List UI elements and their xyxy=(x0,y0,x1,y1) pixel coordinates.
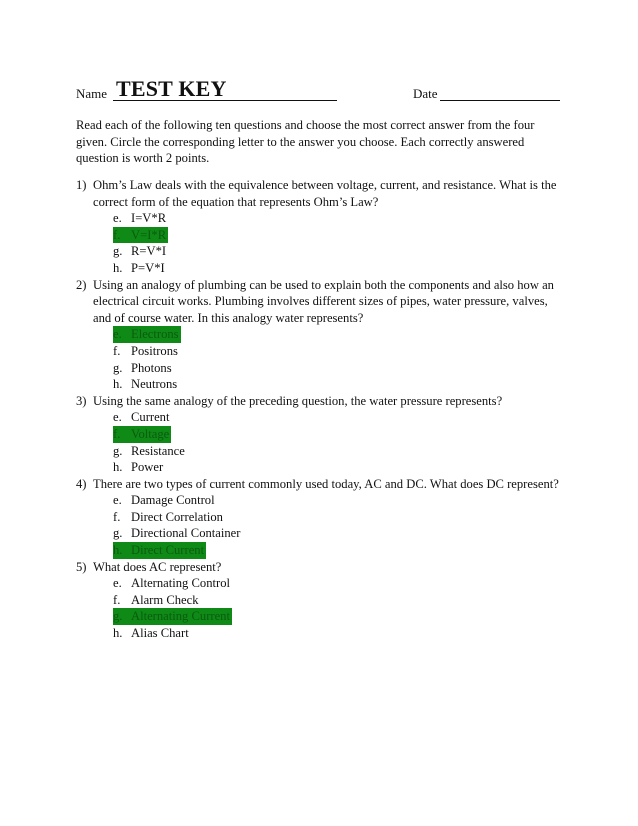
question-4 xyxy=(76,476,566,559)
answer-letter: f. xyxy=(113,343,121,358)
answer-option[interactable] xyxy=(76,625,566,642)
question-text-line: There are two types of current commonly used today, AC and DC. What does DC represent? xyxy=(93,476,559,491)
answer-letter: f. xyxy=(113,227,121,242)
answer-letter: e. xyxy=(113,493,122,508)
question-1 xyxy=(76,177,566,277)
answer-letter: h. xyxy=(113,260,123,275)
answer-letter: h. xyxy=(113,460,123,475)
instructions-line: question is worth 2 points. xyxy=(76,151,210,166)
correct-answer-highlight xyxy=(113,608,232,625)
answer-option[interactable] xyxy=(76,343,566,360)
answer-option-content xyxy=(113,525,240,542)
answer-text: V=I*R xyxy=(131,227,167,242)
answer-text: Photons xyxy=(131,360,172,375)
answer-text: Alternating Control xyxy=(131,576,230,591)
answer-letter: g. xyxy=(113,244,123,259)
answer-letter: h. xyxy=(113,626,123,641)
answer-option-content xyxy=(113,243,166,260)
answer-option-content xyxy=(113,360,172,377)
answer-text: Voltage xyxy=(131,426,170,441)
answer-option[interactable] xyxy=(76,210,566,227)
question-text-line: correct form of the equation that represents Ohm’s Law? xyxy=(93,194,379,209)
correct-answer-highlight xyxy=(113,426,171,443)
answer-option-content xyxy=(113,459,163,476)
correct-answer-highlight xyxy=(113,227,168,244)
instructions-line: Read each of the following ten questions and choose the most correct answer from the four xyxy=(76,118,535,132)
answer-option[interactable] xyxy=(76,542,566,559)
answer-option-content xyxy=(113,492,215,509)
answer-option[interactable] xyxy=(76,608,566,625)
instructions xyxy=(76,117,556,167)
question-text-line: What does AC represent? xyxy=(93,559,222,574)
question-2 xyxy=(76,277,566,393)
answer-text: Electrons xyxy=(131,327,179,342)
correct-answer-highlight xyxy=(113,326,181,343)
answer-letter: f. xyxy=(113,592,121,607)
answer-option-content xyxy=(113,443,185,460)
answer-text: Alias Chart xyxy=(131,626,189,641)
answer-text: Power xyxy=(131,460,164,475)
answer-text: Resistance xyxy=(131,443,185,458)
answer-text: Directional Container xyxy=(131,526,241,541)
answer-option[interactable] xyxy=(76,260,566,277)
answer-option[interactable] xyxy=(76,592,566,609)
answer-option[interactable] xyxy=(76,492,566,509)
answer-option[interactable] xyxy=(76,360,566,377)
question-list xyxy=(76,177,566,642)
answer-option[interactable] xyxy=(76,575,566,592)
answer-letter: e. xyxy=(113,327,122,342)
answer-option[interactable] xyxy=(76,509,566,526)
answer-text: R=V*I xyxy=(131,244,167,259)
question-number: 5) xyxy=(76,559,87,574)
name-label: Name xyxy=(76,86,108,101)
question-number: 4) xyxy=(76,476,87,491)
answer-text: Current xyxy=(131,410,170,425)
answer-option-content xyxy=(113,625,189,642)
answer-option[interactable] xyxy=(76,443,566,460)
answer-option-content xyxy=(113,509,223,526)
answer-option[interactable] xyxy=(76,426,566,443)
answer-option[interactable] xyxy=(76,243,566,260)
answer-option-content xyxy=(113,260,165,277)
answer-text: Direct Correlation xyxy=(131,509,223,524)
answer-letter: g. xyxy=(113,443,123,458)
answer-option[interactable] xyxy=(76,409,566,426)
answer-option[interactable] xyxy=(76,525,566,542)
question-number: 1) xyxy=(76,178,87,192)
question-text-line: Using the same analogy of the preceding question, the water pressure represents? xyxy=(93,393,503,408)
name-date-header xyxy=(76,78,566,102)
question-text-line: Ohm’s Law deals with the equivalence between voltage, current, and resistance. What is the xyxy=(93,178,557,192)
question-number: 3) xyxy=(76,393,87,408)
answer-option-content xyxy=(113,343,178,360)
answer-text: Direct Current xyxy=(131,543,205,558)
answer-text: Positrons xyxy=(131,343,178,358)
answer-letter: f. xyxy=(113,426,121,441)
answer-text: P=V*I xyxy=(131,260,165,275)
question-3 xyxy=(76,393,566,476)
answer-letter: g. xyxy=(113,360,123,375)
answer-option-content xyxy=(113,409,169,426)
correct-answer-highlight xyxy=(113,542,206,559)
answer-option-content xyxy=(113,376,177,393)
answer-option-content xyxy=(113,575,230,592)
answer-letter: e. xyxy=(113,410,122,425)
answer-text: Neutrons xyxy=(131,377,178,392)
answer-text: Alternating Current xyxy=(131,609,230,624)
name-value: TEST KEY xyxy=(116,76,227,101)
answer-letter: f. xyxy=(113,509,121,524)
name-field xyxy=(113,78,337,101)
answer-letter: g. xyxy=(113,609,123,624)
answer-option[interactable] xyxy=(76,227,566,244)
answer-letter: h. xyxy=(113,543,123,558)
answer-option[interactable] xyxy=(76,376,566,393)
question-text-line: and of course water. In this analogy water represents? xyxy=(93,310,364,325)
question-5 xyxy=(76,559,566,642)
instructions-line: given. Circle the corresponding letter to the answer you choose. Each correctly answered xyxy=(76,134,525,149)
answer-option-content xyxy=(113,592,199,609)
question-number: 2) xyxy=(76,277,87,292)
question-text-line: Using an analogy of plumbing can be used to explain both the components and also how an xyxy=(93,277,554,292)
answer-letter: e. xyxy=(113,211,122,226)
answer-text: I=V*R xyxy=(131,211,167,226)
answer-option[interactable] xyxy=(76,459,566,476)
date-field xyxy=(440,86,560,101)
question-text-line: electrical circuit works. Plumbing involves different sizes of pipes, water pressure, valves, xyxy=(93,294,548,309)
answer-letter: e. xyxy=(113,576,122,591)
answer-text: Alarm Check xyxy=(131,592,199,607)
answer-letter: g. xyxy=(113,526,123,541)
answer-option-content xyxy=(113,210,166,227)
answer-letter: h. xyxy=(113,377,123,392)
answer-option[interactable] xyxy=(76,326,566,343)
date-label: Date xyxy=(413,86,438,101)
answer-text: Damage Control xyxy=(131,493,215,508)
